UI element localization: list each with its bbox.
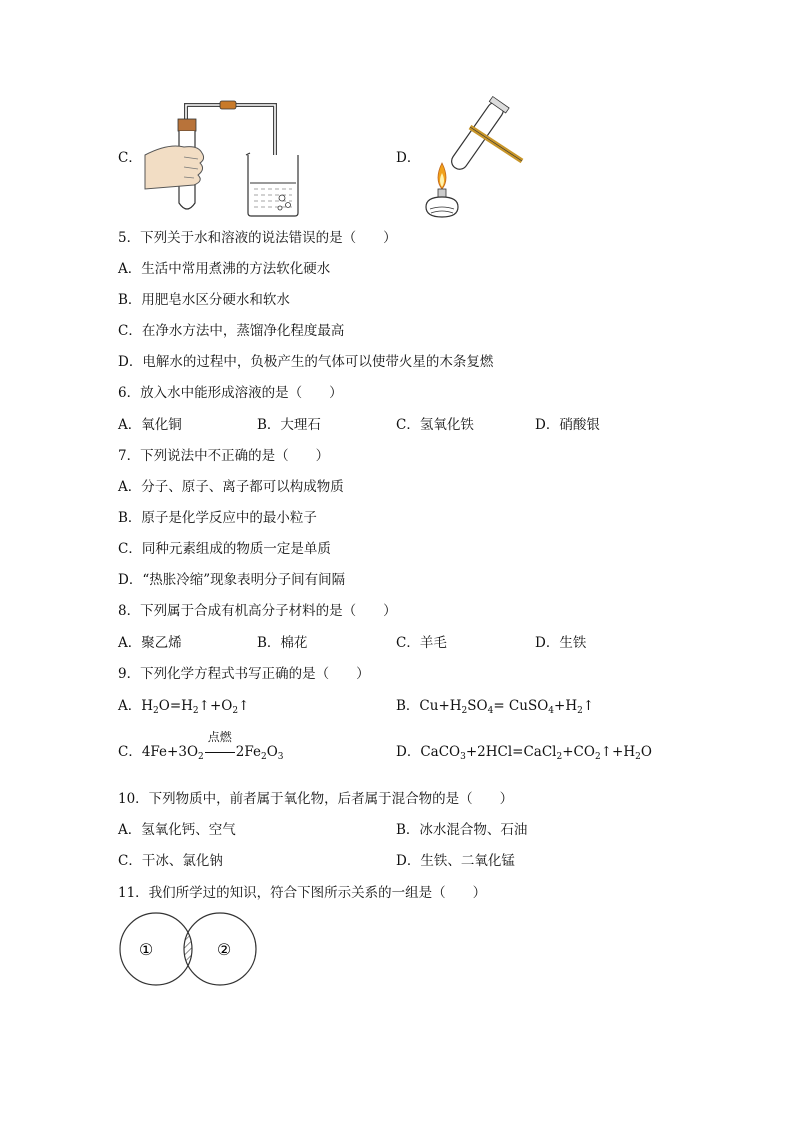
q9-option-b[interactable] <box>396 698 594 719</box>
q10-option-b[interactable]: B．冰水混合物、石油 <box>396 822 528 838</box>
venn-label-1: ① <box>138 940 154 959</box>
q6-stem: 6．放入水中能形成溶液的是（ ） <box>118 385 343 401</box>
q9-option-d[interactable] <box>396 744 652 765</box>
q7-option-b[interactable]: B．原子是化学反应中的最小粒子 <box>118 510 317 526</box>
q8-option-c[interactable]: C．羊毛 <box>396 635 447 651</box>
q9-option-c[interactable] <box>118 730 284 765</box>
q4-option-c-label[interactable]: C． <box>118 150 142 166</box>
q6-option-d[interactable]: D．硝酸银 <box>535 417 600 433</box>
q5-option-d[interactable]: D．电解水的过程中，负极产生的气体可以使带火星的木条复燃 <box>118 354 494 370</box>
q8-option-b[interactable]: B．棉花 <box>257 635 308 651</box>
q5-option-b[interactable]: B．用肥皂水区分硬水和软水 <box>118 292 290 308</box>
q7-option-d[interactable]: D．“热胀冷缩”现象表明分子间有间隔 <box>118 572 346 588</box>
q7-option-c[interactable]: C．同种元素组成的物质一定是单质 <box>118 541 331 557</box>
q9-option-d-equation: $CaCO_3+2HCl=CaCl_2+CO_2↑+H_2O$ <box>420 744 652 762</box>
q9-option-c-label: C． <box>118 744 142 760</box>
q6-option-c[interactable]: C．氢氧化铁 <box>396 417 474 433</box>
q10-stem: 10．下列物质中，前者属于氧化物，后者属于混合物的是（ ） <box>118 791 514 807</box>
q7-stem: 7．下列说法中不正确的是（ ） <box>118 448 330 464</box>
q5-option-c[interactable]: C．在净水方法中，蒸馏净化程度最高 <box>118 323 345 339</box>
q8-stem: 8．下列属于合成有机高分子材料的是（ ） <box>118 603 397 619</box>
q8-option-d[interactable]: D．生铁 <box>535 635 587 651</box>
test-tube-heating-figure <box>418 95 528 220</box>
q9-option-b-label: B． <box>396 698 420 714</box>
venn-circle-1 <box>120 913 192 985</box>
q10-option-a[interactable]: A．氢氧化钙、空气 <box>118 822 236 838</box>
venn-diagram <box>118 908 258 992</box>
q4-option-d-label[interactable]: D． <box>396 150 421 166</box>
q5-stem: 5．下列关于水和溶液的说法错误的是（ ） <box>118 230 397 246</box>
q7-option-a[interactable]: A．分子、原子、离子都可以构成物质 <box>118 479 344 495</box>
reaction-condition: 点燃 <box>207 730 232 744</box>
q9-option-d-label: D． <box>396 744 421 760</box>
q9-option-a-equation: $H_2O=H_2↑+O_2↑$ <box>141 698 250 716</box>
gas-collection-apparatus-figure <box>140 95 300 220</box>
q9-stem: 9．下列化学方程式书写正确的是（ ） <box>118 666 370 682</box>
q9-option-b-equation: $Cu+H_2SO_4=$ $CuSO_4+H_2↑$ <box>419 698 595 716</box>
q9-option-a[interactable] <box>118 698 249 719</box>
q5-option-a[interactable]: A．生活中常用煮沸的方法软化硬水 <box>118 261 331 277</box>
q9-option-a-label: A． <box>118 698 142 714</box>
q8-option-a[interactable]: A．聚乙烯 <box>118 635 182 651</box>
q9-option-c-equation: $4Fe+3O_2$ 点燃 $2Fe_2O_3$ <box>141 730 284 762</box>
venn-label-2: ② <box>216 940 232 959</box>
q10-option-c[interactable]: C．干冰、氯化钠 <box>118 853 223 869</box>
q6-option-b[interactable]: B．大理石 <box>257 417 321 433</box>
q10-option-d[interactable]: D．生铁、二氧化锰 <box>396 853 515 869</box>
q11-stem: 11．我们所学过的知识，符合下图所示关系的一组是（ ） <box>118 885 487 901</box>
q6-option-a[interactable]: A．氧化铜 <box>118 417 182 433</box>
